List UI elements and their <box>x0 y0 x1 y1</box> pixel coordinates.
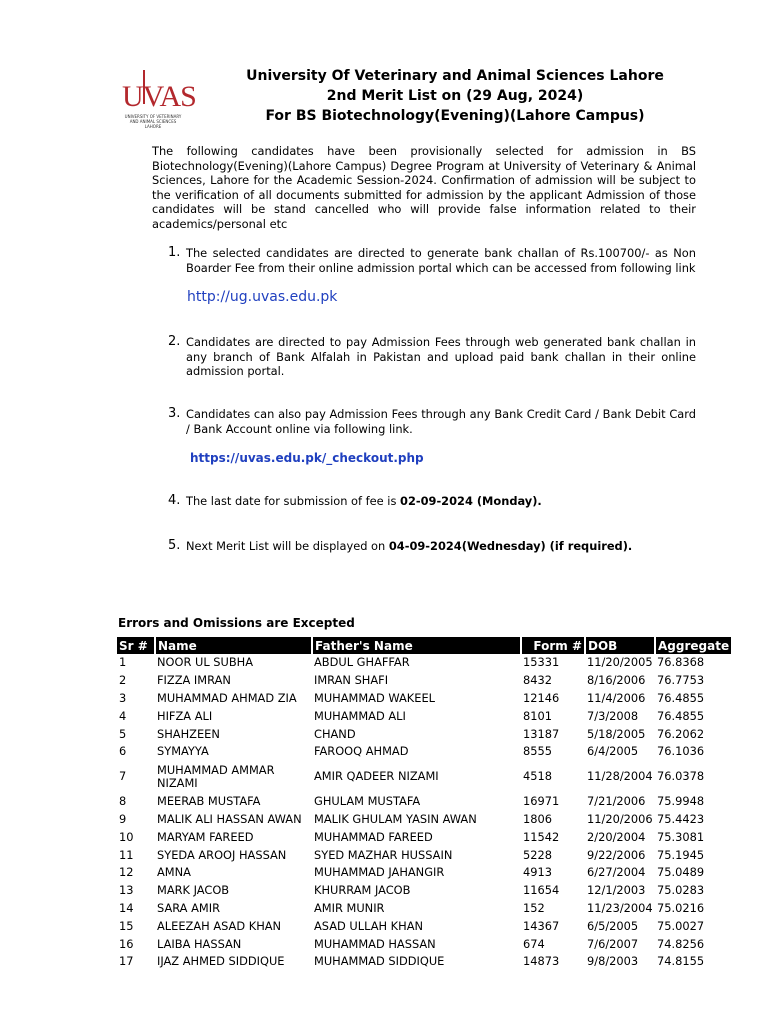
cell-father-name: FAROOQ AHMAD <box>314 744 409 759</box>
cell-father-name: AMIR QADEER NIZAMI <box>314 769 439 784</box>
table-row <box>117 707 731 725</box>
cell-form: 12146 <box>523 690 560 705</box>
cell-name: MALIK ALI HASSAN AWAN <box>157 811 302 826</box>
instruction-item-2 <box>168 335 696 379</box>
item-number: 2. <box>168 334 181 349</box>
cell-dob: 11/28/2004 <box>587 769 653 784</box>
table-row <box>117 793 731 811</box>
logo-subtext: UNIVERSITY OF VETERINARY AND ANIMAL SCIENCES LAHORE <box>124 114 182 129</box>
cell-name: MEERAB MUSTAFA <box>157 794 261 809</box>
cell-name: SYEDA AROOJ HASSAN <box>157 847 287 862</box>
cell-father-name: IMRAN SHAFI <box>314 673 389 688</box>
cell-father-name: MALIK GHULAM YASIN AWAN <box>314 811 477 826</box>
cell-form: 16971 <box>523 794 560 809</box>
cell-father-name: MUHAMMAD SIDDIQUE <box>314 954 445 969</box>
cell-dob: 2/20/2004 <box>587 829 646 844</box>
cell-father-name: MUHAMMAD FAREED <box>314 829 433 844</box>
university-title: University Of Veterinary and Animal Sciences Lahore <box>246 68 664 84</box>
table-row <box>117 846 731 864</box>
instruction-item-3 <box>168 407 696 436</box>
cell-aggregate: 75.0027 <box>657 918 705 933</box>
cell-aggregate: 76.4855 <box>657 690 705 705</box>
cell-dob: 7/3/2008 <box>587 708 639 723</box>
document-header <box>150 66 760 126</box>
cell-dob: 6/4/2005 <box>587 744 639 759</box>
cell-name: HIFZA ALI <box>157 708 213 723</box>
fee-deadline: 02-09-2024 (Monday). <box>400 494 542 508</box>
col-header-name: Name <box>155 637 312 654</box>
cell-dob: 12/1/2003 <box>587 883 646 898</box>
cell-form: 15331 <box>523 655 560 670</box>
cell-father-name: MUHAMMAD HASSAN <box>314 936 436 951</box>
cell-father-name: MUHAMMAD WAKEEL <box>314 690 436 705</box>
cell-name: MUHAMMAD AHMAD ZIA <box>157 690 297 705</box>
col-header-sr: Sr # <box>117 637 155 654</box>
instruction-item-5 <box>168 539 696 554</box>
cell-form: 4913 <box>523 865 552 880</box>
merit-list-title: 2nd Merit List on (29 Aug, 2024) <box>326 88 584 104</box>
col-header-aggregate: Aggregate <box>655 637 731 654</box>
cell-form: 1806 <box>523 811 552 826</box>
cell-aggregate: 76.2062 <box>657 726 705 741</box>
cell-name: SYMAYYA <box>157 744 209 759</box>
cell-aggregate: 76.0378 <box>657 769 705 784</box>
program-title: For BS Biotechnology(Evening)(Lahore Campus) <box>265 108 645 124</box>
merit-table <box>117 637 731 971</box>
cell-aggregate: 75.4423 <box>657 811 705 826</box>
cell-dob: 5/18/2005 <box>587 726 646 741</box>
item-text: Candidates are directed to pay Admission Fees through web generated bank challan in any branch of Bank Alfalah in Pakistan and upload paid bank challan in their online admission portal. <box>186 335 696 379</box>
cell-form: 674 <box>523 936 545 951</box>
cell-aggregate: 75.0283 <box>657 883 705 898</box>
table-row <box>117 743 731 761</box>
cell-sr: 6 <box>119 744 127 759</box>
cell-sr: 5 <box>119 726 127 741</box>
item-text: Next Merit List will be displayed on <box>186 539 389 553</box>
cell-sr: 2 <box>119 673 127 688</box>
cell-aggregate: 76.8368 <box>657 655 705 670</box>
cell-aggregate: 75.0489 <box>657 865 705 880</box>
cell-aggregate: 74.8256 <box>657 936 705 951</box>
cell-father-name: ABDUL GHAFFAR <box>314 655 410 670</box>
cell-name: SARA AMIR <box>157 900 220 915</box>
cell-sr: 9 <box>119 811 127 826</box>
col-header-father-name: Father's Name <box>312 637 521 654</box>
cell-sr: 16 <box>119 936 134 951</box>
cell-dob: 11/4/2006 <box>587 690 646 705</box>
table-row <box>117 672 731 690</box>
table-row <box>117 654 731 672</box>
item-text: Candidates can also pay Admission Fees through any Bank Credit Card / Bank Debit Card / Bank Account online via following link. <box>186 407 696 436</box>
cell-form: 8101 <box>523 708 552 723</box>
cell-father-name: ASAD ULLAH KHAN <box>314 918 424 933</box>
cell-dob: 11/23/2004 <box>587 900 653 915</box>
table-row <box>117 761 731 793</box>
cell-father-name: AMIR MUNIR <box>314 900 385 915</box>
cell-dob: 6/27/2004 <box>587 865 646 880</box>
cell-father-name: SYED MAZHAR HUSSAIN <box>314 847 453 862</box>
col-header-form: Form # <box>521 637 585 654</box>
cell-sr: 13 <box>119 883 134 898</box>
cell-aggregate: 75.9948 <box>657 794 705 809</box>
table-row <box>117 900 731 918</box>
cell-dob: 9/8/2003 <box>587 954 639 969</box>
cell-form: 14873 <box>523 954 560 969</box>
cell-sr: 8 <box>119 794 127 809</box>
item-number: 3. <box>168 406 181 421</box>
item-number: 1. <box>168 245 181 260</box>
cell-sr: 14 <box>119 900 134 915</box>
table-row <box>117 725 731 743</box>
cell-sr: 15 <box>119 918 134 933</box>
cell-name: MARK JACOB <box>157 883 230 898</box>
cell-sr: 11 <box>119 847 134 862</box>
item-number: 5. <box>168 538 181 553</box>
cell-dob: 7/21/2006 <box>587 794 646 809</box>
table-row <box>117 811 731 829</box>
cell-aggregate: 76.1036 <box>657 744 705 759</box>
cell-sr: 10 <box>119 829 134 844</box>
next-merit-date: 04-09-2024(Wednesday) (if required). <box>388 539 633 553</box>
portal-link[interactable]: http://ug.uvas.edu.pk <box>187 289 338 305</box>
errors-notice: Errors and Omissions are Excepted <box>118 616 355 630</box>
item-text: The last date for submission of fee is <box>186 494 401 508</box>
item-number: 4. <box>168 493 181 508</box>
cell-aggregate: 75.3081 <box>657 829 705 844</box>
cell-sr: 12 <box>119 865 134 880</box>
cell-form: 14367 <box>523 918 560 933</box>
table-row <box>117 864 731 882</box>
table-row <box>117 828 731 846</box>
table-row <box>117 935 731 953</box>
cell-name: AMNA <box>157 865 191 880</box>
cell-name: IJAZ AHMED SIDDIQUE <box>157 954 285 969</box>
cell-form: 8555 <box>523 744 552 759</box>
cell-aggregate: 75.1945 <box>657 847 705 862</box>
cell-form: 13187 <box>523 726 560 741</box>
table-row <box>117 690 731 708</box>
cell-father-name: MUHAMMAD JAHANGIR <box>314 865 445 880</box>
cell-aggregate: 76.7753 <box>657 673 705 688</box>
cell-name: FIZZA IMRAN <box>157 673 231 688</box>
cell-father-name: CHAND <box>314 726 356 741</box>
cell-sr: 17 <box>119 954 134 969</box>
intro-paragraph: The following candidates have been provisionally selected for admission in BS Biotechnology(Evening)(Lahore Campus) Degree Program at University of Veterinary & Animal Sciences, Lahore for the Academic Session-2024. Confirmation of admission will be subject to the verification of all documents submitted for admission by the applicant Admission of those candidates will be stand cancelled who will provide false information related to their academics/personal etc <box>152 144 696 231</box>
cell-form: 152 <box>523 900 545 915</box>
instruction-item-4 <box>168 494 696 509</box>
cell-aggregate: 75.0216 <box>657 900 705 915</box>
cell-form: 11542 <box>523 829 560 844</box>
cell-sr: 7 <box>119 769 127 784</box>
cell-father-name: GHULAM MUSTAFA <box>314 794 421 809</box>
cell-name: MUHAMMAD AMMAR NIZAMI <box>157 762 275 790</box>
cell-form: 4518 <box>523 769 552 784</box>
cell-dob: 11/20/2005 <box>587 655 653 670</box>
cell-dob: 9/22/2006 <box>587 847 646 862</box>
col-header-dob: DOB <box>585 637 655 654</box>
cell-form: 11654 <box>523 883 560 898</box>
instruction-item-1 <box>168 246 696 275</box>
cell-sr: 3 <box>119 690 127 705</box>
cell-father-name: MUHAMMAD ALI <box>314 708 406 723</box>
cell-sr: 4 <box>119 708 127 723</box>
table-header-row <box>117 637 731 654</box>
table-row <box>117 953 731 971</box>
table-row <box>117 917 731 935</box>
logo-text: UVAS <box>122 80 196 113</box>
cell-dob: 8/16/2006 <box>587 673 646 688</box>
item-text: The selected candidates are directed to generate bank challan of Rs.100700/- as Non Boarder Fee from their online admission portal which can be accessed from following link <box>186 246 696 275</box>
cell-sr: 1 <box>119 655 127 670</box>
cell-name: ALEEZAH ASAD KHAN <box>157 918 282 933</box>
cell-name: MARYAM FAREED <box>157 829 254 844</box>
cell-dob: 7/6/2007 <box>587 936 639 951</box>
cell-dob: 11/20/2006 <box>587 811 653 826</box>
cell-form: 5228 <box>523 847 552 862</box>
checkout-link[interactable]: https://uvas.edu.pk/_checkout.php <box>190 451 424 465</box>
cell-form: 8432 <box>523 673 552 688</box>
cell-name: SHAHZEEN <box>157 726 220 741</box>
cell-name: LAIBA HASSAN <box>157 936 242 951</box>
cell-father-name: KHURRAM JACOB <box>314 883 411 898</box>
cell-name: NOOR UL SUBHA <box>157 655 254 670</box>
cell-dob: 6/5/2005 <box>587 918 639 933</box>
cell-aggregate: 76.4855 <box>657 708 705 723</box>
cell-aggregate: 74.8155 <box>657 954 705 969</box>
table-row <box>117 882 731 900</box>
